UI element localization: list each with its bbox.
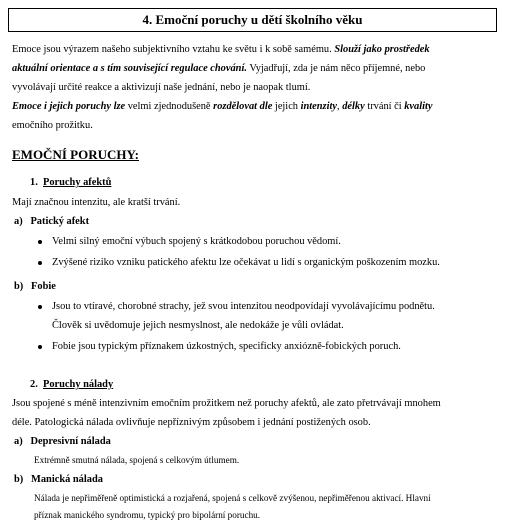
intro-emphasis: rozdělovat dle [213, 101, 273, 112]
intro-text: jejich [272, 101, 301, 112]
section-2-description-2: déle. Patologická nálada ovlivňuje nepříznivým způsobem i jednání postižených osob. [12, 417, 371, 428]
intro-line-5: emočního prožitku. [12, 120, 93, 131]
subsection-2a-text: Extrémně smutná nálada, spojená s celkovým útlumem. [34, 455, 240, 465]
intro-line-4 [12, 97, 499, 116]
intro-emphasis: Emoce i jejich poruchy lze [12, 101, 126, 112]
bullet-1b-2: Fobie jsou typickým příznakem úzkostných, specificky anxiózně-fobických poruch. [52, 341, 401, 352]
subsection-2a-heading [14, 436, 111, 447]
subsection-title: Manická nálada [31, 474, 103, 485]
bullet-1b-1: Jsou to vtíravé, chorobné strachy, jež svou intenzitou neodpovídají vyvolávajícímu podnětu. [52, 301, 435, 312]
intro-line-1 [12, 40, 499, 59]
section-1-description: Mají značnou intenzitu, ale kratší trvání. [12, 197, 181, 208]
section-1-number: 1. [30, 177, 38, 188]
intro-text: Vyjadřují, zda je nám něco příjemné, nebo [246, 63, 426, 74]
document-title: 4. Emoční poruchy u dětí školního věku [8, 8, 497, 32]
bullet-1a-2: Zvýšené riziko vzniku patického afektu lze očekávat u lidí s organickým poškozením mozku. [52, 257, 440, 268]
intro-emphasis: intenzity [300, 101, 337, 112]
subsection-letter: a) [14, 216, 23, 227]
section-2-description-1: Jsou spojené s méně intenzivním emočním prožitkem než poruchy afektů, ale zato přetrvávají mnohem [12, 398, 441, 409]
bullet-icon [38, 305, 42, 309]
subsection-2b-text-1: Nálada je nepřiměřeně optimistická a rozjařená, spojená s celkově zvýšenou, nepřiměřenou aktivací. Hlavní [34, 493, 431, 503]
section-1-heading [30, 177, 111, 188]
intro-text: Emoce jsou výrazem našeho subjektivního vztahu ke světu i k sobě samému. [12, 44, 332, 55]
bullet-icon [38, 345, 42, 349]
subsection-title: Fobie [31, 281, 56, 292]
intro-emphasis: délky [342, 101, 365, 112]
intro-emphasis: Slouží jako prostředek [331, 44, 430, 55]
bullet-icon [38, 240, 42, 244]
subsection-1b-heading [14, 281, 56, 292]
section-1-title: Poruchy afektů [43, 177, 112, 188]
bullet-1a-1: Velmi silný emoční výbuch spojený s krátkodobou poruchou vědomí. [52, 236, 341, 247]
subsection-2b-heading [14, 474, 103, 485]
intro-text: velmi zjednodušeně [125, 101, 214, 112]
bullet-icon [38, 261, 42, 265]
section-2-title: Poruchy nálady [43, 379, 114, 390]
subsection-title: Depresivní nálada [30, 436, 111, 447]
intro-line-3: vyvolávají určité reakce a aktivizují naše jednání, nebo je naopak tlumí. [12, 82, 311, 93]
intro-text: , [336, 101, 343, 112]
bullet-1b-1-continued: Člověk si uvědomuje jejich nesmyslnost, ale nedokáže je vůli ovládat. [52, 320, 344, 331]
subsection-letter: a) [14, 436, 23, 447]
intro-text: trvání či [364, 101, 405, 112]
section-2-number: 2. [30, 379, 38, 390]
subsection-letter: b) [14, 281, 24, 292]
intro-emphasis: kvality [404, 101, 433, 112]
subsection-letter: b) [14, 474, 24, 485]
subsection-2b-text-2: příznak manického syndromu, typický pro bipolární poruchu. [34, 510, 261, 520]
intro-emphasis: aktuální orientace a s tím související regulace chování. [12, 63, 247, 74]
intro-line-2 [12, 59, 499, 78]
section-2-heading [30, 379, 113, 390]
subsection-1a-heading [14, 216, 89, 227]
subsection-title: Patický afekt [30, 216, 90, 227]
section-heading: EMOČNÍ PORUCHY: [12, 147, 139, 162]
